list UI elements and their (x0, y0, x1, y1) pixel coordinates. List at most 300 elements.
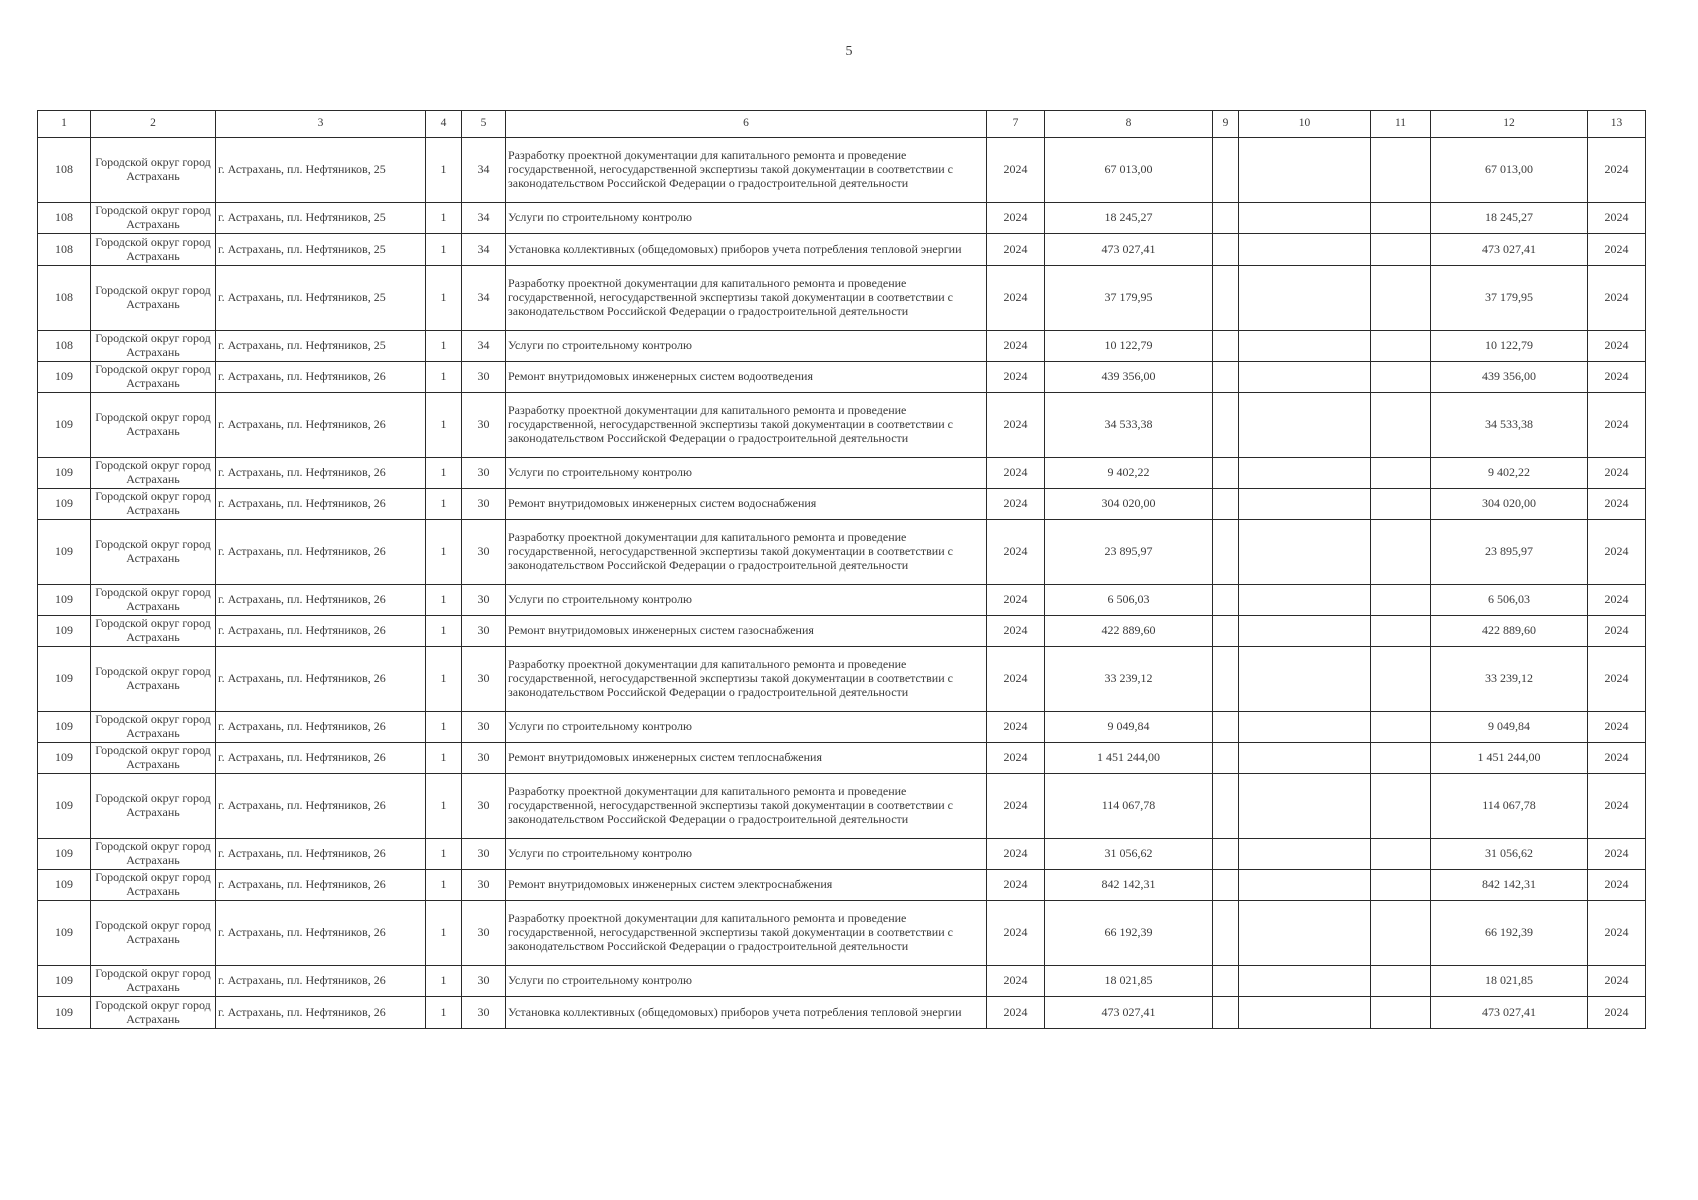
cell-col9 (1213, 520, 1239, 585)
cell-total-cost: 31 056,62 (1045, 839, 1213, 870)
cell-col10 (1239, 489, 1371, 520)
cell-completion-year: 2024 (1588, 585, 1646, 616)
cell-col9 (1213, 585, 1239, 616)
cell-completion-year: 2024 (1588, 616, 1646, 647)
cell-fund-cost: 6 506,03 (1431, 585, 1588, 616)
cell-row-number: 109 (38, 774, 91, 839)
cell-row-number: 109 (38, 489, 91, 520)
cell-year: 2024 (987, 743, 1045, 774)
cell-col5: 30 (462, 489, 506, 520)
page-number: 5 (845, 44, 853, 59)
cell-col10 (1239, 870, 1371, 901)
cell-municipality: Городской округ город Астрахань (91, 138, 216, 203)
cell-col10 (1239, 774, 1371, 839)
cell-total-cost: 1 451 244,00 (1045, 743, 1213, 774)
cell-work-type: Разработку проектной документации для капитального ремонта и проведение государственной, негосударственной экспертизы такой документации в соответствии с законодательством Российской Федерации о градостроительной деятельности (506, 520, 987, 585)
cell-address: г. Астрахань, пл. Нефтяников, 26 (216, 712, 426, 743)
cell-col10 (1239, 266, 1371, 331)
cell-completion-year: 2024 (1588, 774, 1646, 839)
cell-fund-cost: 31 056,62 (1431, 839, 1588, 870)
cell-col9 (1213, 743, 1239, 774)
cell-col4: 1 (426, 997, 462, 1029)
cell-total-cost: 9 402,22 (1045, 458, 1213, 489)
cell-work-type: Ремонт внутридомовых инженерных систем теплоснабжения (506, 743, 987, 774)
cell-row-number: 108 (38, 234, 91, 266)
cell-municipality: Городской округ город Астрахань (91, 585, 216, 616)
cell-completion-year: 2024 (1588, 203, 1646, 234)
cell-col11 (1371, 234, 1431, 266)
cell-total-cost: 66 192,39 (1045, 901, 1213, 966)
cell-col4: 1 (426, 331, 462, 362)
cell-col5: 30 (462, 712, 506, 743)
cell-total-cost: 18 245,27 (1045, 203, 1213, 234)
cell-year: 2024 (987, 331, 1045, 362)
cell-address: г. Астрахань, пл. Нефтяников, 26 (216, 585, 426, 616)
cell-year: 2024 (987, 458, 1045, 489)
cell-col5: 34 (462, 331, 506, 362)
table-row (38, 585, 1646, 616)
cell-col9 (1213, 774, 1239, 839)
cell-col4: 1 (426, 774, 462, 839)
cell-work-type: Разработку проектной документации для капитального ремонта и проведение государственной, негосударственной экспертизы такой документации в соответствии с законодательством Российской Федерации о градостроительной деятельности (506, 393, 987, 458)
cell-completion-year: 2024 (1588, 647, 1646, 712)
cell-year: 2024 (987, 266, 1045, 331)
table-row (38, 774, 1646, 839)
cell-col9 (1213, 489, 1239, 520)
cell-year: 2024 (987, 362, 1045, 393)
cell-col11 (1371, 331, 1431, 362)
table-body (38, 138, 1646, 1029)
cell-col4: 1 (426, 266, 462, 331)
cell-row-number: 108 (38, 331, 91, 362)
cell-year: 2024 (987, 585, 1045, 616)
cell-work-type: Разработку проектной документации для капитального ремонта и проведение государственной, негосударственной экспертизы такой документации в соответствии с законодательством Российской Федерации о градостроительной деятельности (506, 266, 987, 331)
cell-total-cost: 23 895,97 (1045, 520, 1213, 585)
cell-col4: 1 (426, 458, 462, 489)
table-row (38, 901, 1646, 966)
cell-address: г. Астрахань, пл. Нефтяников, 26 (216, 901, 426, 966)
cell-work-type: Услуги по строительному контролю (506, 331, 987, 362)
cell-address: г. Астрахань, пл. Нефтяников, 25 (216, 331, 426, 362)
header-cell: 3 (216, 111, 426, 138)
cell-work-type: Услуги по строительному контролю (506, 966, 987, 997)
cell-work-type: Установка коллективных (общедомовых) приборов учета потребления тепловой энергии (506, 997, 987, 1029)
cell-work-type: Ремонт внутридомовых инженерных систем газоснабжения (506, 616, 987, 647)
table-row (38, 138, 1646, 203)
cell-col9 (1213, 616, 1239, 647)
cell-col4: 1 (426, 138, 462, 203)
cell-col10 (1239, 458, 1371, 489)
header-cell: 10 (1239, 111, 1371, 138)
cell-row-number: 109 (38, 997, 91, 1029)
cell-fund-cost: 422 889,60 (1431, 616, 1588, 647)
cell-total-cost: 10 122,79 (1045, 331, 1213, 362)
cell-total-cost: 9 049,84 (1045, 712, 1213, 743)
cell-municipality: Городской округ город Астрахань (91, 489, 216, 520)
cell-col4: 1 (426, 966, 462, 997)
cell-col5: 30 (462, 966, 506, 997)
cell-col5: 30 (462, 774, 506, 839)
cell-col11 (1371, 458, 1431, 489)
cell-completion-year: 2024 (1588, 966, 1646, 997)
cell-year: 2024 (987, 901, 1045, 966)
cell-fund-cost: 66 192,39 (1431, 901, 1588, 966)
cell-address: г. Астрахань, пл. Нефтяников, 26 (216, 966, 426, 997)
cell-total-cost: 34 533,38 (1045, 393, 1213, 458)
cell-year: 2024 (987, 774, 1045, 839)
cell-fund-cost: 67 013,00 (1431, 138, 1588, 203)
cell-address: г. Астрахань, пл. Нефтяников, 26 (216, 393, 426, 458)
cell-col10 (1239, 616, 1371, 647)
cell-municipality: Городской округ город Астрахань (91, 997, 216, 1029)
cell-work-type: Услуги по строительному контролю (506, 712, 987, 743)
cell-col5: 30 (462, 362, 506, 393)
cell-row-number: 109 (38, 362, 91, 393)
cell-total-cost: 114 067,78 (1045, 774, 1213, 839)
cell-work-type: Разработку проектной документации для капитального ремонта и проведение государственной, негосударственной экспертизы такой документации в соответствии с законодательством Российской Федерации о градостроительной деятельности (506, 774, 987, 839)
cell-municipality: Городской округ город Астрахань (91, 393, 216, 458)
cell-total-cost: 6 506,03 (1045, 585, 1213, 616)
cell-col9 (1213, 997, 1239, 1029)
cell-col11 (1371, 997, 1431, 1029)
cell-col11 (1371, 138, 1431, 203)
cell-municipality: Городской округ город Астрахань (91, 203, 216, 234)
cell-work-type: Услуги по строительному контролю (506, 203, 987, 234)
cell-col9 (1213, 712, 1239, 743)
cell-work-type: Услуги по строительному контролю (506, 585, 987, 616)
cell-address: г. Астрахань, пл. Нефтяников, 26 (216, 870, 426, 901)
cell-col10 (1239, 393, 1371, 458)
header-cell: 1 (38, 111, 91, 138)
cell-col10 (1239, 203, 1371, 234)
cell-completion-year: 2024 (1588, 712, 1646, 743)
cell-completion-year: 2024 (1588, 839, 1646, 870)
cell-col4: 1 (426, 362, 462, 393)
cell-col10 (1239, 966, 1371, 997)
table-row (38, 266, 1646, 331)
cell-row-number: 108 (38, 138, 91, 203)
cell-row-number: 109 (38, 520, 91, 585)
cell-col4: 1 (426, 393, 462, 458)
cell-col5: 30 (462, 458, 506, 489)
cell-col4: 1 (426, 520, 462, 585)
cell-completion-year: 2024 (1588, 997, 1646, 1029)
cell-col9 (1213, 362, 1239, 393)
cell-address: г. Астрахань, пл. Нефтяников, 26 (216, 489, 426, 520)
cell-address: г. Астрахань, пл. Нефтяников, 26 (216, 647, 426, 712)
cell-work-type: Разработку проектной документации для капитального ремонта и проведение государственной, негосударственной экспертизы такой документации в соответствии с законодательством Российской Федерации о градостроительной деятельности (506, 138, 987, 203)
cell-municipality: Городской округ город Астрахань (91, 616, 216, 647)
cell-fund-cost: 23 895,97 (1431, 520, 1588, 585)
cell-fund-cost: 9 402,22 (1431, 458, 1588, 489)
cell-work-type: Ремонт внутридомовых инженерных систем водоснабжения (506, 489, 987, 520)
cell-row-number: 108 (38, 266, 91, 331)
table-row (38, 362, 1646, 393)
cell-col5: 30 (462, 616, 506, 647)
cell-work-type: Разработку проектной документации для капитального ремонта и проведение государственной, негосударственной экспертизы такой документации в соответствии с законодательством Российской Федерации о градостроительной деятельности (506, 901, 987, 966)
cell-work-type: Разработку проектной документации для капитального ремонта и проведение государственной, негосударственной экспертизы такой документации в соответствии с законодательством Российской Федерации о градостроительной деятельности (506, 647, 987, 712)
cell-address: г. Астрахань, пл. Нефтяников, 26 (216, 743, 426, 774)
table-row (38, 331, 1646, 362)
cell-total-cost: 473 027,41 (1045, 997, 1213, 1029)
cell-completion-year: 2024 (1588, 901, 1646, 966)
cell-col4: 1 (426, 839, 462, 870)
cell-col5: 34 (462, 138, 506, 203)
cell-work-type: Установка коллективных (общедомовых) приборов учета потребления тепловой энергии (506, 234, 987, 266)
cell-address: г. Астрахань, пл. Нефтяников, 26 (216, 997, 426, 1029)
cell-col10 (1239, 712, 1371, 743)
table-row (38, 458, 1646, 489)
cell-address: г. Астрахань, пл. Нефтяников, 25 (216, 234, 426, 266)
cell-municipality: Городской округ город Астрахань (91, 458, 216, 489)
cell-col9 (1213, 647, 1239, 712)
cell-total-cost: 473 027,41 (1045, 234, 1213, 266)
cell-row-number: 108 (38, 203, 91, 234)
cell-fund-cost: 18 245,27 (1431, 203, 1588, 234)
cell-completion-year: 2024 (1588, 234, 1646, 266)
cell-year: 2024 (987, 839, 1045, 870)
cell-col10 (1239, 647, 1371, 712)
cell-col11 (1371, 966, 1431, 997)
cell-col4: 1 (426, 712, 462, 743)
cell-total-cost: 67 013,00 (1045, 138, 1213, 203)
cell-row-number: 109 (38, 647, 91, 712)
cell-municipality: Городской округ город Астрахань (91, 743, 216, 774)
cell-col5: 30 (462, 743, 506, 774)
header-cell: 6 (506, 111, 987, 138)
cell-year: 2024 (987, 616, 1045, 647)
cell-col4: 1 (426, 743, 462, 774)
table-row (38, 966, 1646, 997)
cell-municipality: Городской округ город Астрахань (91, 774, 216, 839)
cell-col10 (1239, 743, 1371, 774)
cell-fund-cost: 304 020,00 (1431, 489, 1588, 520)
cell-col5: 30 (462, 520, 506, 585)
works-registry-table (37, 110, 1646, 1029)
cell-col5: 30 (462, 585, 506, 616)
cell-total-cost: 37 179,95 (1045, 266, 1213, 331)
cell-row-number: 109 (38, 393, 91, 458)
cell-total-cost: 304 020,00 (1045, 489, 1213, 520)
cell-completion-year: 2024 (1588, 393, 1646, 458)
cell-municipality: Городской округ город Астрахань (91, 712, 216, 743)
cell-col4: 1 (426, 616, 462, 647)
cell-completion-year: 2024 (1588, 743, 1646, 774)
cell-municipality: Городской округ город Астрахань (91, 266, 216, 331)
cell-row-number: 109 (38, 870, 91, 901)
table-row (38, 616, 1646, 647)
cell-fund-cost: 18 021,85 (1431, 966, 1588, 997)
cell-col11 (1371, 203, 1431, 234)
header-cell: 9 (1213, 111, 1239, 138)
cell-year: 2024 (987, 712, 1045, 743)
cell-col11 (1371, 743, 1431, 774)
table-row (38, 743, 1646, 774)
cell-fund-cost: 473 027,41 (1431, 997, 1588, 1029)
cell-col10 (1239, 520, 1371, 585)
table-row (38, 997, 1646, 1029)
cell-municipality: Городской округ город Астрахань (91, 520, 216, 585)
cell-col5: 30 (462, 997, 506, 1029)
cell-fund-cost: 33 239,12 (1431, 647, 1588, 712)
table-row (38, 489, 1646, 520)
cell-col4: 1 (426, 585, 462, 616)
cell-municipality: Городской округ город Астрахань (91, 901, 216, 966)
cell-municipality: Городской округ город Астрахань (91, 870, 216, 901)
cell-col4: 1 (426, 901, 462, 966)
cell-col11 (1371, 362, 1431, 393)
table-row (38, 870, 1646, 901)
cell-row-number: 109 (38, 616, 91, 647)
header-cell: 5 (462, 111, 506, 138)
cell-municipality: Городской округ город Астрахань (91, 966, 216, 997)
table-row (38, 520, 1646, 585)
cell-col9 (1213, 393, 1239, 458)
cell-total-cost: 33 239,12 (1045, 647, 1213, 712)
cell-col9 (1213, 234, 1239, 266)
cell-year: 2024 (987, 234, 1045, 266)
cell-completion-year: 2024 (1588, 489, 1646, 520)
cell-work-type: Ремонт внутридомовых инженерных систем электроснабжения (506, 870, 987, 901)
cell-completion-year: 2024 (1588, 520, 1646, 585)
table-row (38, 647, 1646, 712)
cell-col9 (1213, 458, 1239, 489)
cell-col10 (1239, 585, 1371, 616)
cell-fund-cost: 9 049,84 (1431, 712, 1588, 743)
cell-col10 (1239, 997, 1371, 1029)
cell-col4: 1 (426, 234, 462, 266)
cell-col5: 34 (462, 203, 506, 234)
cell-fund-cost: 37 179,95 (1431, 266, 1588, 331)
cell-total-cost: 18 021,85 (1045, 966, 1213, 997)
cell-col4: 1 (426, 647, 462, 712)
cell-col5: 34 (462, 266, 506, 331)
cell-col11 (1371, 616, 1431, 647)
cell-fund-cost: 439 356,00 (1431, 362, 1588, 393)
cell-address: г. Астрахань, пл. Нефтяников, 26 (216, 458, 426, 489)
cell-year: 2024 (987, 966, 1045, 997)
cell-col4: 1 (426, 203, 462, 234)
cell-work-type: Услуги по строительному контролю (506, 839, 987, 870)
cell-col9 (1213, 901, 1239, 966)
header-row (38, 111, 1646, 138)
cell-col11 (1371, 839, 1431, 870)
cell-row-number: 109 (38, 585, 91, 616)
cell-col11 (1371, 774, 1431, 839)
cell-col9 (1213, 870, 1239, 901)
cell-col5: 34 (462, 234, 506, 266)
table-row (38, 839, 1646, 870)
cell-total-cost: 842 142,31 (1045, 870, 1213, 901)
cell-year: 2024 (987, 997, 1045, 1029)
cell-address: г. Астрахань, пл. Нефтяников, 26 (216, 839, 426, 870)
cell-municipality: Городской округ город Астрахань (91, 839, 216, 870)
cell-col5: 30 (462, 901, 506, 966)
cell-completion-year: 2024 (1588, 870, 1646, 901)
cell-work-type: Ремонт внутридомовых инженерных систем водоотведения (506, 362, 987, 393)
cell-fund-cost: 10 122,79 (1431, 331, 1588, 362)
cell-year: 2024 (987, 489, 1045, 520)
table-row (38, 234, 1646, 266)
cell-row-number: 109 (38, 458, 91, 489)
header-cell: 12 (1431, 111, 1588, 138)
cell-completion-year: 2024 (1588, 458, 1646, 489)
cell-address: г. Астрахань, пл. Нефтяников, 25 (216, 138, 426, 203)
cell-col11 (1371, 647, 1431, 712)
cell-municipality: Городской округ город Астрахань (91, 234, 216, 266)
cell-col10 (1239, 362, 1371, 393)
cell-col11 (1371, 901, 1431, 966)
cell-fund-cost: 842 142,31 (1431, 870, 1588, 901)
cell-col11 (1371, 712, 1431, 743)
header-cell: 13 (1588, 111, 1646, 138)
table-row (38, 393, 1646, 458)
cell-row-number: 109 (38, 712, 91, 743)
cell-fund-cost: 34 533,38 (1431, 393, 1588, 458)
cell-col9 (1213, 266, 1239, 331)
cell-completion-year: 2024 (1588, 266, 1646, 331)
cell-col9 (1213, 138, 1239, 203)
cell-year: 2024 (987, 647, 1045, 712)
cell-col11 (1371, 266, 1431, 331)
cell-address: г. Астрахань, пл. Нефтяников, 26 (216, 616, 426, 647)
cell-col10 (1239, 234, 1371, 266)
cell-address: г. Астрахань, пл. Нефтяников, 26 (216, 774, 426, 839)
cell-total-cost: 422 889,60 (1045, 616, 1213, 647)
cell-municipality: Городской округ город Астрахань (91, 331, 216, 362)
cell-col4: 1 (426, 489, 462, 520)
cell-completion-year: 2024 (1588, 362, 1646, 393)
cell-row-number: 109 (38, 839, 91, 870)
header-cell: 4 (426, 111, 462, 138)
cell-col5: 30 (462, 839, 506, 870)
cell-completion-year: 2024 (1588, 331, 1646, 362)
cell-year: 2024 (987, 520, 1045, 585)
cell-col11 (1371, 585, 1431, 616)
header-cell: 8 (1045, 111, 1213, 138)
cell-municipality: Городской округ город Астрахань (91, 362, 216, 393)
cell-col10 (1239, 839, 1371, 870)
cell-col10 (1239, 138, 1371, 203)
cell-year: 2024 (987, 203, 1045, 234)
table-row (38, 203, 1646, 234)
cell-row-number: 109 (38, 966, 91, 997)
cell-fund-cost: 114 067,78 (1431, 774, 1588, 839)
cell-col5: 30 (462, 870, 506, 901)
cell-col9 (1213, 966, 1239, 997)
cell-col9 (1213, 839, 1239, 870)
cell-year: 2024 (987, 138, 1045, 203)
cell-fund-cost: 1 451 244,00 (1431, 743, 1588, 774)
cell-col10 (1239, 901, 1371, 966)
header-cell: 11 (1371, 111, 1431, 138)
cell-col9 (1213, 331, 1239, 362)
cell-address: г. Астрахань, пл. Нефтяников, 25 (216, 203, 426, 234)
cell-year: 2024 (987, 393, 1045, 458)
cell-year: 2024 (987, 870, 1045, 901)
cell-row-number: 109 (38, 743, 91, 774)
cell-col5: 30 (462, 647, 506, 712)
cell-completion-year: 2024 (1588, 138, 1646, 203)
cell-col11 (1371, 870, 1431, 901)
cell-address: г. Астрахань, пл. Нефтяников, 26 (216, 362, 426, 393)
cell-col4: 1 (426, 870, 462, 901)
cell-col11 (1371, 393, 1431, 458)
table-row (38, 712, 1646, 743)
cell-work-type: Услуги по строительному контролю (506, 458, 987, 489)
cell-municipality: Городской округ город Астрахань (91, 647, 216, 712)
cell-row-number: 109 (38, 901, 91, 966)
